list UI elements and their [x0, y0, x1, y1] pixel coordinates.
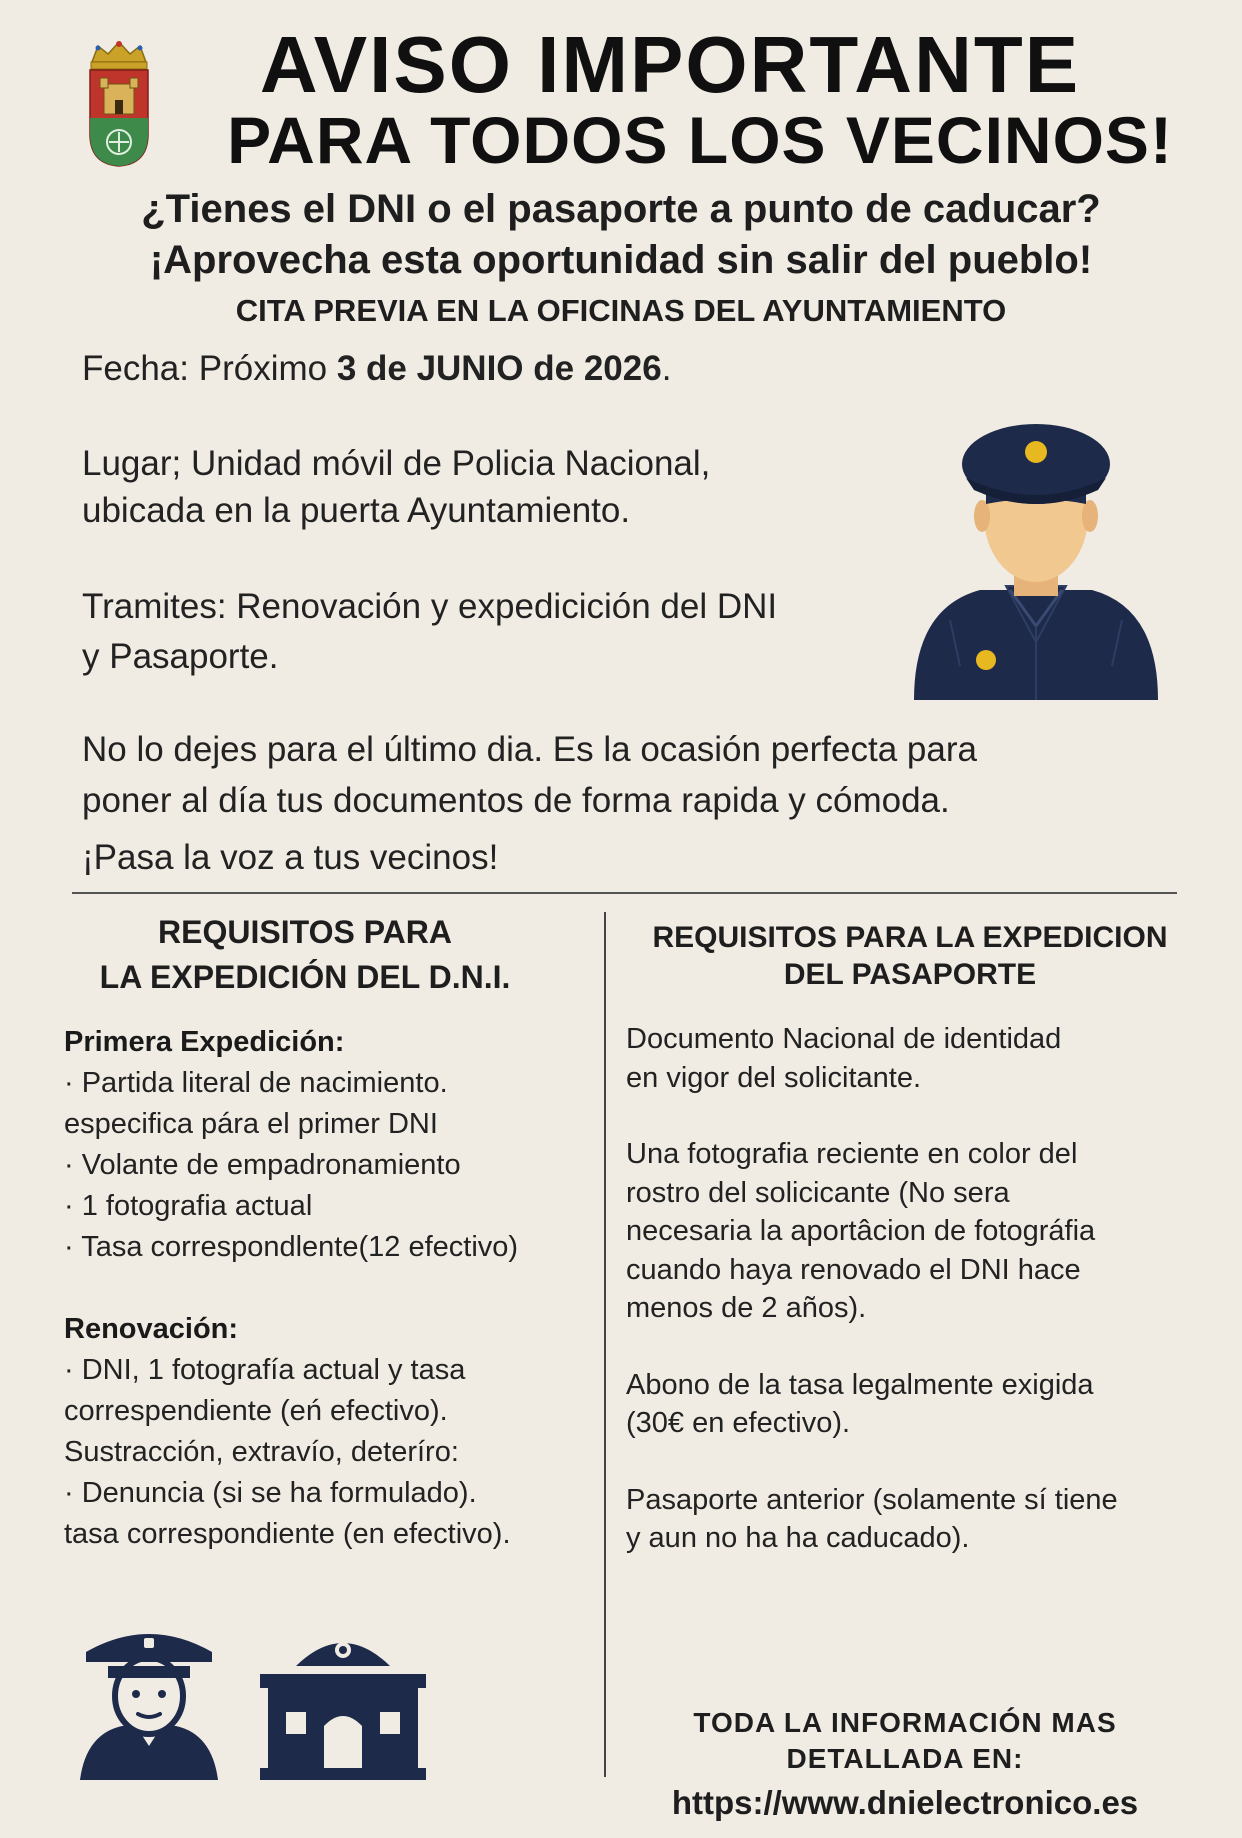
- primera-line: especifica pára el primer DNI: [64, 1108, 438, 1140]
- renovacion-line: Sustracción, extravío, deteríro:: [64, 1436, 459, 1468]
- note-line-2: poner al día tus documentos de forma rapida y cómoda.: [82, 781, 950, 820]
- police-officer-icon: [910, 420, 1162, 700]
- subtitle-question: ¿Tienes el DNI o el pasaporte a punto de caducar?: [141, 187, 1101, 231]
- tramites-line-2: y Pasaporte.: [82, 637, 279, 676]
- horizontal-divider: [72, 892, 1177, 894]
- pasaporte-paragraph: [626, 1020, 1206, 1097]
- tramites-line-1: Tramites: Renovación y expedicición del DNI: [82, 587, 778, 626]
- pasaporte-paragraph: [626, 1481, 1206, 1558]
- footer-heading-line-2: DETALLADA EN:: [786, 1743, 1024, 1774]
- pasaporte-paragraph: [626, 1135, 1206, 1328]
- pasaporte-requirements: [626, 1020, 1206, 1596]
- pasaporte-line: Abono de la tasa legalmente exigida: [626, 1368, 1094, 1401]
- renovacion-line: · DNI, 1 fotografía actual y tasa: [64, 1354, 466, 1386]
- pasaporte-line: y aun no ha ha caducado).: [626, 1522, 970, 1554]
- title-line-1: AVISO IMPORTANTE: [259, 20, 1081, 109]
- subtitle-exclaim: ¡Aprovecha esta oportunidad sin salir del pueblo!: [149, 238, 1093, 282]
- fecha-end: .: [661, 349, 672, 388]
- renovacion-line: · Denuncia (si se ha formulado).: [64, 1477, 477, 1509]
- coat-of-arms-icon: [86, 40, 152, 168]
- vertical-divider: [604, 912, 606, 1777]
- footer-info-heading: [640, 1705, 1170, 1777]
- dni-heading-line-1: REQUISITOS PARA: [158, 914, 452, 950]
- dni-heading-line-2: LA EXPEDICIÓN DEL D.N.I.: [99, 959, 511, 995]
- pasaporte-heading-line-2: DEL PASAPORTE: [783, 958, 1037, 991]
- pasaporte-line: en vigor del solicitante.: [626, 1061, 921, 1094]
- fecha-label: Fecha: Próximo: [82, 349, 337, 388]
- primera-line: · Volante de empadronamiento: [64, 1149, 461, 1181]
- website-link[interactable]: https://www.dnielectronico.es: [671, 1784, 1139, 1821]
- town-hall-icon: [260, 1626, 426, 1780]
- police-avatar-icon: [80, 1622, 218, 1780]
- renovacion-title: Renovación:: [64, 1313, 239, 1345]
- primera-line: · Tasa correspondlente(12 efectivo): [64, 1231, 519, 1263]
- primera-line: · 1 fotografia actual: [64, 1190, 313, 1222]
- pasaporte-line: Pasaporte anterior (solamente sí tiene: [626, 1483, 1118, 1516]
- pasaporte-line: (30€ en efectivo).: [626, 1407, 851, 1439]
- lugar-line-2: ubicada en la puerta Ayuntamiento.: [82, 491, 631, 530]
- cita-previa: CITA PREVIA EN LA OFICINAS DEL AYUNTAMIENTO: [235, 293, 1007, 328]
- primera-expedicion-title: Primera Expedición:: [64, 1026, 345, 1058]
- primera-line: · Partida literal de nacimiento.: [64, 1067, 448, 1099]
- footer-heading-line-1: TODA LA INFORMACIÓN MAS: [693, 1707, 1117, 1738]
- pasaporte-line: rostro del solicicante (No sera: [626, 1176, 1010, 1209]
- pasaporte-heading-line-1: REQUISITOS PARA LA EXPEDICION: [652, 921, 1168, 954]
- pasaporte-line: necesaria la aportâcion de fotográfia: [626, 1215, 1096, 1247]
- dni-requirements: [64, 1022, 604, 1555]
- renovacion-line: correspendiente (eń efectivo).: [64, 1395, 448, 1427]
- pasaporte-line: Documento Nacional de identidad: [626, 1023, 1062, 1055]
- pasaporte-line: Una fotografia reciente en color del: [626, 1138, 1078, 1170]
- renovacion-line: tasa correspondiente (en efectivo).: [64, 1518, 511, 1550]
- note-line-1: No lo dejes para el último dia. Es la ocasión perfecta para: [82, 730, 977, 769]
- fecha-value: 3 de JUNIO de 2026: [336, 349, 662, 388]
- lugar-line-1: Lugar; Unidad móvil de Policia Nacional,: [82, 444, 711, 483]
- pasaporte-paragraph: [626, 1366, 1206, 1443]
- fecha-line: [82, 344, 671, 394]
- title-line-2: PARA TODOS LOS VECINOS!: [227, 103, 1173, 177]
- pasaporte-line: cuando haya renovado el DNI hace: [626, 1253, 1081, 1286]
- note-line-3: ¡Pasa la voz a tus vecinos!: [82, 838, 499, 877]
- pasaporte-line: menos de 2 años).: [626, 1292, 867, 1324]
